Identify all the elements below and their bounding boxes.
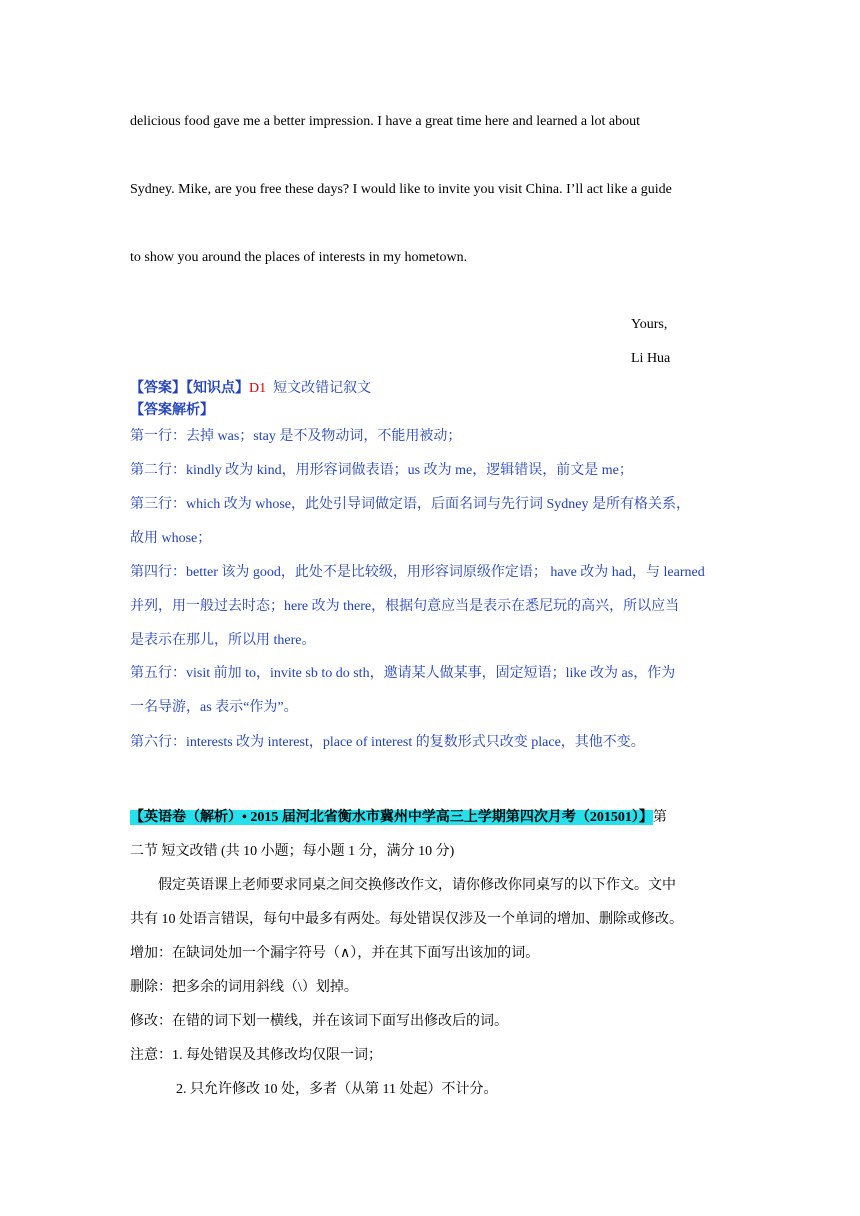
note-1: 注意：1. 每处错误及其修改均仅限一词；	[130, 1048, 382, 1063]
analysis-line: 是表示在那儿，所以用 there。	[130, 633, 316, 648]
letter-line-3: to show you around the places of interests in my hometown.	[130, 250, 468, 265]
section-title: 二节 短文改错 (共 10 小题；每小题 1 分，满分 10 分)	[130, 844, 455, 859]
instruction-para-2: 共有 10 处语言错误，每句中最多有两处。每处错误仅涉及一个单词的增加、删除或修改。	[130, 912, 683, 927]
analysis-tag: 【答案解析】	[130, 403, 214, 418]
analysis-line: 第五行：visit 前加 to，invite sb to do sth，邀请某人做某事，固定短语；like 改为 as，作为	[130, 666, 676, 681]
answer-tag: 【答案】	[130, 381, 186, 396]
letter-line-2: Sydney. Mike, are you free these days? I would like to invite you visit China. I’ll act like a guide	[130, 182, 672, 197]
analysis-line: 第一行：去掉 was；stay 是不及物动词，不能用被动；	[130, 429, 462, 444]
letter-closing: Yours,	[631, 317, 668, 332]
source-highlight: 【英语卷（解析）• 2015 届河北省衡水市冀州中学高三上学期第四次月考（201501）】	[130, 810, 653, 825]
letter-signature: Li Hua	[631, 351, 671, 366]
analysis-line: 并列，用一般过去时态；here 改为 there，根据句意应当是表示在悉尼玩的高兴，所以应当	[130, 599, 680, 614]
instruction-para-1: 假定英语课上老师要求同桌之间交换修改作文，请你修改你同桌写的以下作文。文中	[158, 878, 676, 893]
instruction-modify: 修改：在错的词下划一横线，并在该词下面写出修改后的词。	[130, 1014, 508, 1029]
analysis-line: 故用 whose；	[130, 531, 212, 546]
source-tail: 第	[652, 810, 667, 825]
knowledge-code: D1	[249, 381, 267, 396]
knowledge-topic: 短文改错记叙文	[273, 381, 372, 396]
analysis-line: 第六行：interests 改为 interest，place of interest 的复数形式只改变 place，其他不变。	[130, 735, 645, 750]
analysis-line: 一名导游，as 表示“作为”。	[130, 700, 298, 715]
analysis-line: 第二行：kindly 改为 kind，用形容词做表语；us 改为 me，逻辑错误，前文是 me；	[130, 463, 633, 478]
letter-line-1: delicious food gave me a better impression. I have a great time here and learned a lot about	[130, 114, 641, 129]
instruction-add: 增加：在缺词处加一个漏字符号（∧），并在其下面写出该加的词。	[130, 946, 540, 961]
analysis-line: 第三行：which 改为 whose，此处引导词做定语，后面名词与先行词 Sydney 是所有格关系，	[130, 497, 690, 512]
instruction-delete: 删除：把多余的词用斜线（\）划掉。	[130, 980, 358, 995]
note-2: 2. 只允许修改 10 处，多者（从第 11 处起）不计分。	[176, 1082, 498, 1097]
answer-header	[130, 380, 371, 398]
analysis-line: 第四行：better 该为 good，此处不是比较级，用形容词原级作定语； have 改为 had，与 learned	[130, 565, 705, 580]
source-line	[130, 809, 667, 827]
knowledge-tag: 【知识点】	[186, 381, 249, 396]
